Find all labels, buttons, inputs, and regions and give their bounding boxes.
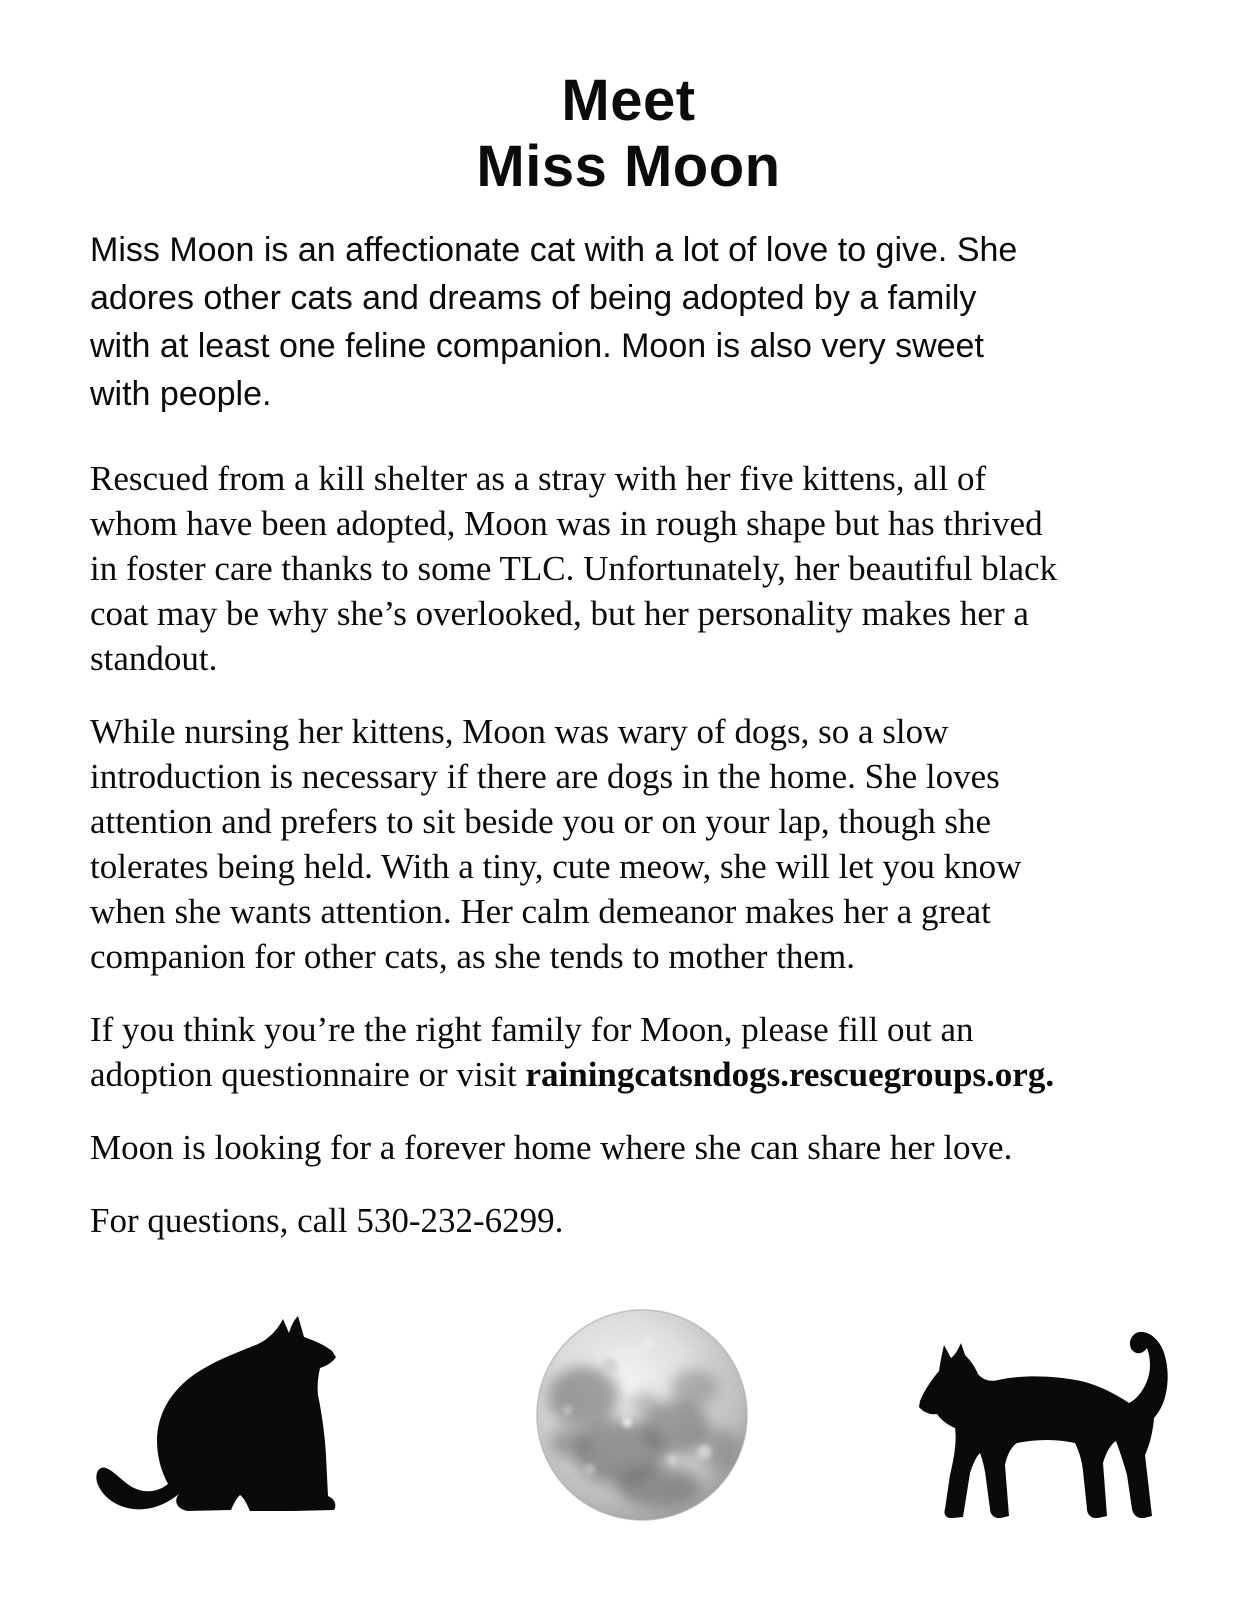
title-line-2: Miss Moon <box>476 134 781 199</box>
title-line-1: Meet <box>561 68 696 133</box>
adoption-line-2-prefix: adoption questionnaire or visit <box>90 1055 526 1094</box>
website-text: rainingcatsndogs.rescuegroups.org. <box>525 1055 1055 1094</box>
forever-home-line: Moon is looking for a forever home where she can share her love. <box>90 1128 1013 1167</box>
page-title <box>90 68 1167 200</box>
full-moon-icon <box>528 1301 756 1534</box>
rescue-paragraph: Rescued from a kill shelter as a stray with her five kittens, all of whom have been adopted, Moon was in rough shape but has thrived in foster care thanks to some TLC. Unfortunately, her beautiful black coat may be why she’s overlooked, but her personality makes her a standout. <box>90 459 1058 678</box>
adoption-line-2 <box>90 1052 1167 1097</box>
sitting-cat-icon <box>90 1315 340 1520</box>
temperament-paragraph: While nursing her kittens, Moon was wary of dogs, so a slow introduction is necessary if there are dogs in the home. She loves attention and prefers to sit beside you or on your lap, though she tolerates being held. With a tiny, cute meow, she will let you know when she wants attention. Her calm demeanor makes her a great companion for other cats, as she tends to mother them. <box>90 712 1022 976</box>
intro-paragraph: Miss Moon is an affectionate cat with a lot of love to give. She adores other cats and dreams of being adopted by a family with at least one feline companion. Moon is also very sweet with people. <box>90 231 1018 413</box>
walking-cat-icon <box>917 1323 1172 1523</box>
footer-image-row <box>90 1287 1172 1534</box>
adoption-line-1: If you think you’re the right family for Moon, please fill out an <box>90 1010 974 1049</box>
adoption-paragraph <box>90 1007 1167 1097</box>
contact-line: For questions, call 530-232-6299. <box>90 1201 564 1240</box>
